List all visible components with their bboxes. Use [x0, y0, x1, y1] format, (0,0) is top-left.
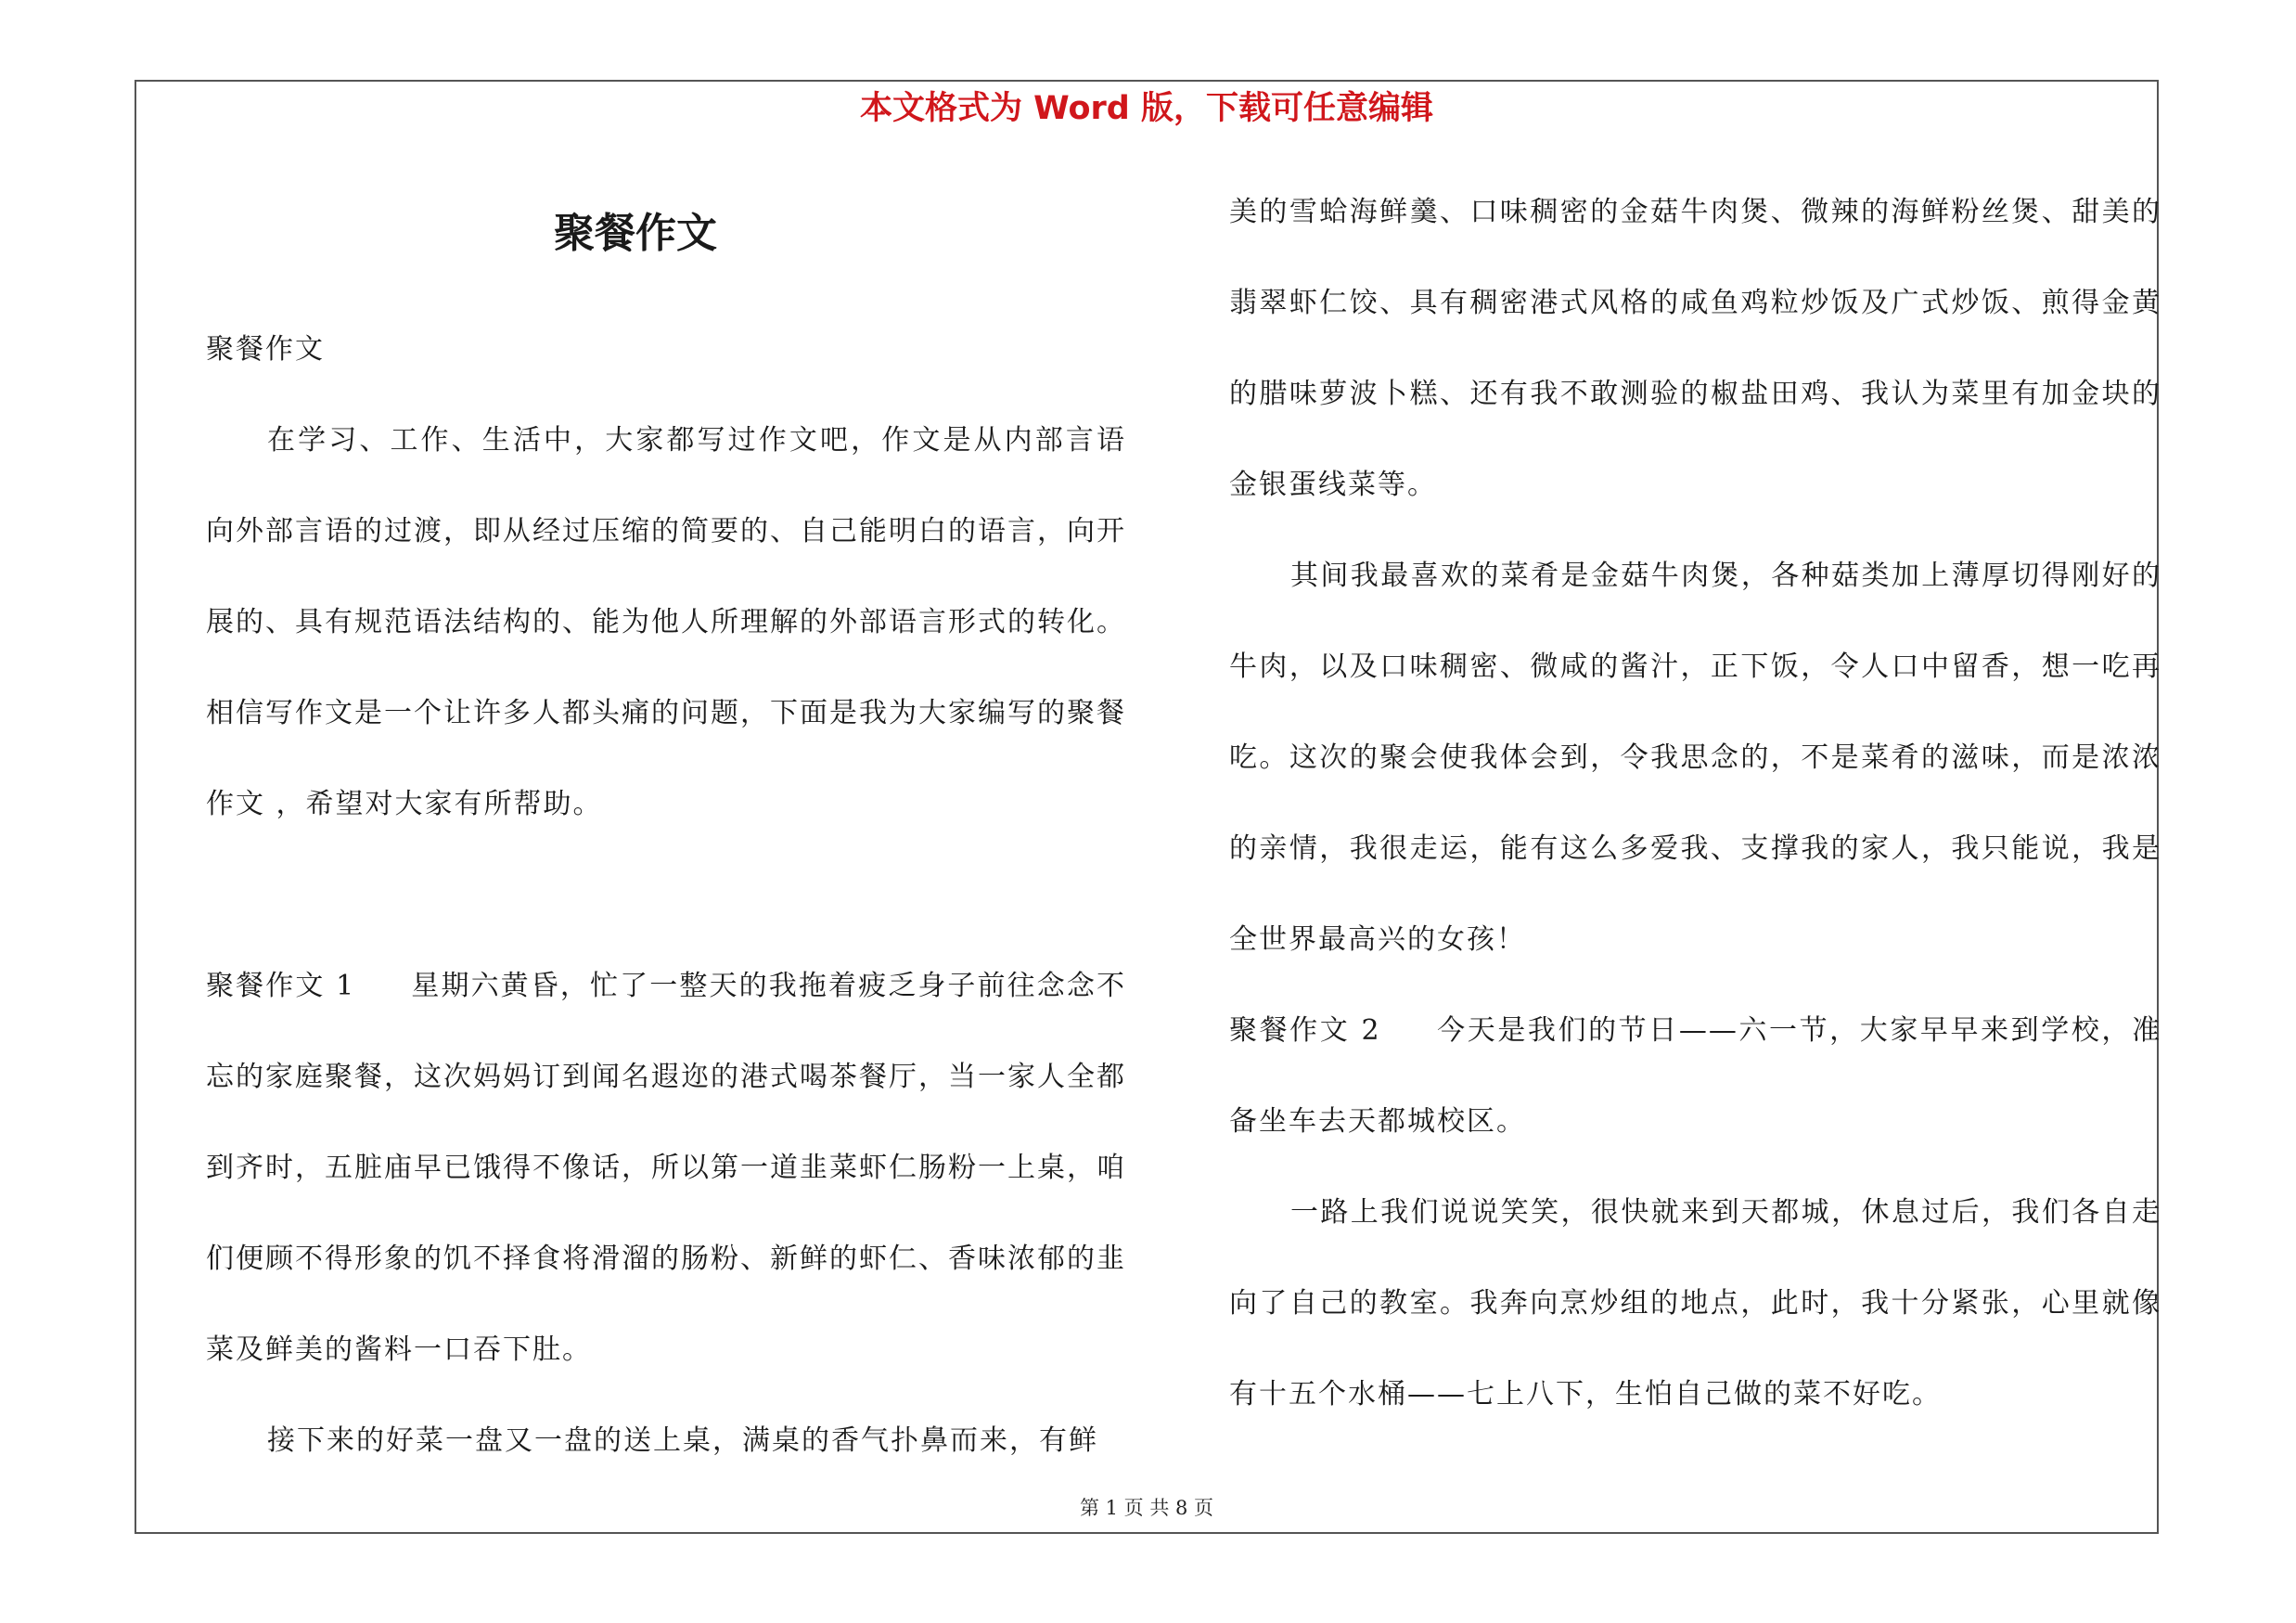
page-footer: 第 1 页 共 8 页	[1079, 1497, 1214, 1519]
essay2-paragraph-2: 一路上我们说说笑笑，很快就来到天都城，休息过后，我们各自走向了自己的教室。我奔向烹炒组的地点，此时，我十分紧张，心里就像有十五个水桶——七上八下，生怕自己做的菜不好吃。	[1229, 1196, 2161, 1410]
document-title: 聚餐作文	[554, 210, 717, 257]
essay1-text-1: 星期六黄昏，忙了一整天的我拖着疲乏身子前往念念不忘的家庭聚餐，这次妈妈订到闻名遐迩的港式喝茶餐厅，当一家人全都到齐时，五脏庙早已饿得不像话，所以第一道韭菜虾仁肠粉一上桌，咱们便顾不得形象的饥不择食将滑溜的肠粉、新鲜的虾仁、香味浓郁的韭菜及鲜美的酱料一口吞下肚。	[206, 970, 1127, 1366]
right-column	[1229, 167, 2161, 1440]
header-banner: 本文格式为 Word 版，下载可任意编辑	[859, 90, 1434, 127]
essay2-paragraph-1	[1229, 985, 2161, 1167]
essay2-label: 聚餐作文 2	[1229, 1014, 1381, 1047]
essay1-label: 聚餐作文 1	[206, 970, 356, 1002]
subtitle: 聚餐作文	[206, 333, 325, 366]
essay2-text-1: 今天是我们的节日——六一节，大家早早来到学校，准备坐车去天都城校区。	[1229, 1014, 2162, 1138]
essay1-paragraph-1	[206, 941, 1126, 1396]
essay1-paragraph-2-start: 接下来的好菜一盘又一盘的送上桌，满桌的香气扑鼻而来，有鲜	[267, 1424, 1098, 1457]
essay1-paragraph-2-cont: 美的雪蛤海鲜羹、口味稠密的金菇牛肉煲、微辣的海鲜粉丝煲、甜美的翡翠虾仁饺、具有稠密港式风格的咸鱼鸡粒炒饭及广式炒饭、煎得金黄的腊味萝波卜糕、还有我不敢测验的椒盐田鸡、我认为菜里有加金块的金银蛋线菜等。	[1229, 196, 2161, 501]
left-column	[206, 304, 1126, 1487]
paragraph-gap	[206, 850, 1126, 941]
essay1-paragraph-3: 其间我最喜欢的菜肴是金菇牛肉煲，各种菇类加上薄厚切得刚好的牛肉，以及口味稠密、微咸的酱汁，正下饭，令人口中留香，想一吃再吃。这次的聚会使我体会到，令我思念的，不是菜肴的滋味，而是浓浓的亲情，我很走运，能有这么多爱我、支撑我的家人，我只能说，我是全世界最高兴的女孩！	[1229, 560, 2161, 956]
intro-paragraph: 在学习、工作、生活中，大家都写过作文吧，作文是从内部言语向外部言语的过渡，即从经过压缩的简要的、自己能明白的语言，向开展的、具有规范语法结构的、能为他人所理解的外部语言形式的转化。相信写作文是一个让许多人都头痛的问题，下面是我为大家编写的聚餐作文 ，希望对大家有所帮助。	[206, 424, 1126, 820]
